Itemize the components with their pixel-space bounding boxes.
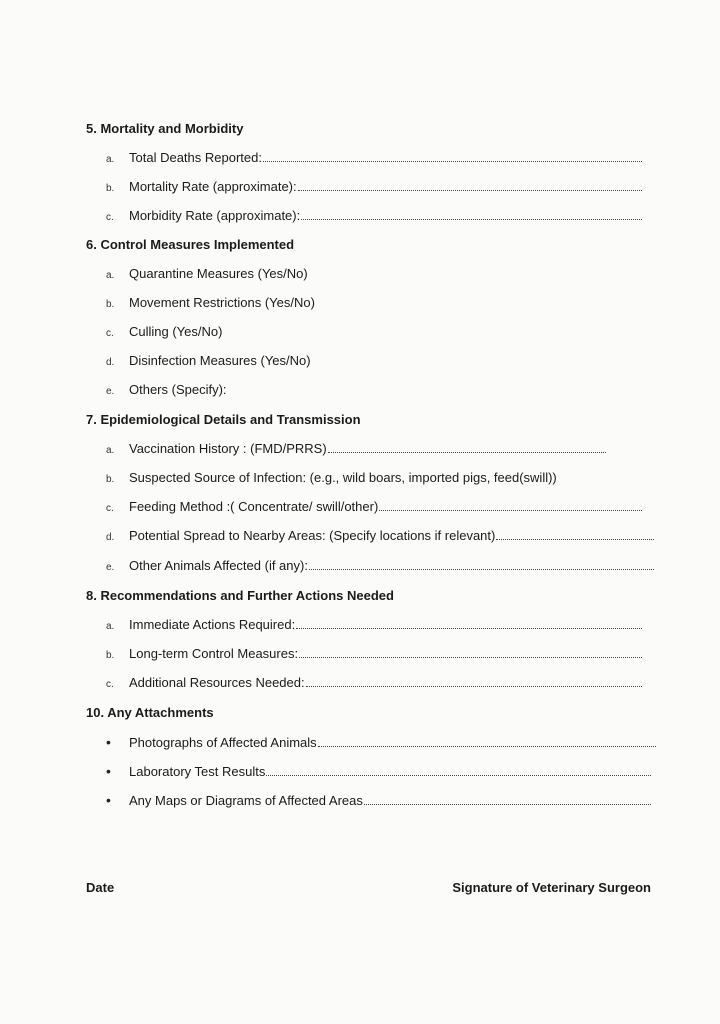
section-heading-mortality: 5. Mortality and Morbidity [86, 121, 244, 136]
field-label: Laboratory Test Results [129, 764, 266, 779]
item-marker: a. [106, 154, 115, 165]
field-label: Any Maps or Diagrams of Affected Areas [129, 793, 363, 808]
item-marker: b. [106, 299, 115, 310]
field-label: Potential Spread to Nearby Areas: (Specify locations if relevant) [129, 528, 496, 543]
item-marker: c. [106, 212, 114, 223]
item-marker: e. [106, 386, 115, 397]
form-row [106, 558, 654, 576]
fill-line[interactable] [298, 180, 642, 191]
field-label: Vaccination History : (FMD/PRRS) [129, 441, 327, 456]
form-row [106, 734, 656, 752]
field-label: Morbidity Rate (approximate): [129, 208, 301, 223]
field-label: Quarantine Measures (Yes/No) [129, 266, 308, 281]
form-row [106, 617, 642, 635]
form-row [106, 150, 642, 168]
item-marker: a. [106, 445, 115, 456]
fill-line[interactable] [328, 442, 606, 453]
item-marker: d. [106, 357, 115, 368]
fill-line[interactable] [379, 500, 642, 511]
date-label: Date [86, 880, 115, 895]
field-label: Others (Specify): [129, 382, 227, 397]
section-heading-epidemiology: 7. Epidemiological Details and Transmission [86, 412, 361, 427]
item-marker: b. [106, 474, 115, 485]
item-marker: b. [106, 183, 115, 194]
fill-line[interactable] [306, 676, 642, 687]
item-marker: c. [106, 503, 114, 514]
form-row [106, 675, 642, 693]
fill-line[interactable] [263, 151, 642, 162]
field-label: Culling (Yes/No) [129, 324, 223, 339]
field-label: Disinfection Measures (Yes/No) [129, 353, 311, 368]
form-row [106, 528, 654, 546]
field-label: Total Deaths Reported: [129, 150, 262, 165]
bullet-icon: • [106, 763, 111, 779]
item-marker: a. [106, 621, 115, 632]
form-row [106, 441, 606, 459]
fill-line[interactable] [266, 765, 651, 776]
fill-line[interactable] [496, 529, 654, 540]
fill-line[interactable] [309, 559, 654, 570]
form-row [106, 792, 651, 810]
form-row [106, 646, 642, 664]
fill-line[interactable] [296, 618, 642, 629]
item-marker: a. [106, 270, 115, 281]
bullet-icon: • [106, 734, 111, 750]
item-marker: e. [106, 562, 115, 573]
fill-line[interactable] [299, 647, 642, 658]
form-row [106, 295, 642, 313]
field-label: Immediate Actions Required: [129, 617, 296, 632]
fill-line[interactable] [364, 794, 651, 805]
field-label: Photographs of Affected Animals [129, 735, 317, 750]
section-heading-control-measures: 6. Control Measures Implemented [86, 237, 295, 252]
form-row [106, 179, 642, 197]
form-row [106, 266, 642, 284]
field-label: Suspected Source of Infection: (e.g., wild boars, imported pigs, feed(swill)) [129, 470, 557, 485]
section-heading-attachments: 10. Any Attachments [86, 705, 214, 720]
form-row [106, 353, 642, 371]
field-label: Mortality Rate (approximate): [129, 179, 297, 194]
field-label: Other Animals Affected (if any): [129, 558, 308, 573]
signature-label: Signature of Veterinary Surgeon [452, 880, 651, 895]
form-row [106, 470, 642, 488]
form-row [106, 208, 642, 226]
field-label: Additional Resources Needed: [129, 675, 305, 690]
form-row [106, 499, 642, 517]
item-marker: b. [106, 650, 115, 661]
bullet-icon: • [106, 792, 111, 808]
form-row [106, 324, 642, 342]
field-label: Long-term Control Measures: [129, 646, 299, 661]
item-marker: c. [106, 328, 114, 339]
fill-line[interactable] [318, 736, 656, 747]
form-row [106, 382, 642, 400]
fill-line[interactable] [301, 209, 642, 220]
item-marker: c. [106, 679, 114, 690]
form-row [106, 763, 651, 781]
field-label: Feeding Method :( Concentrate/ swill/other) [129, 499, 379, 514]
item-marker: d. [106, 532, 115, 543]
field-label: Movement Restrictions (Yes/No) [129, 295, 315, 310]
section-heading-recommendations: 8. Recommendations and Further Actions Needed [86, 588, 394, 603]
